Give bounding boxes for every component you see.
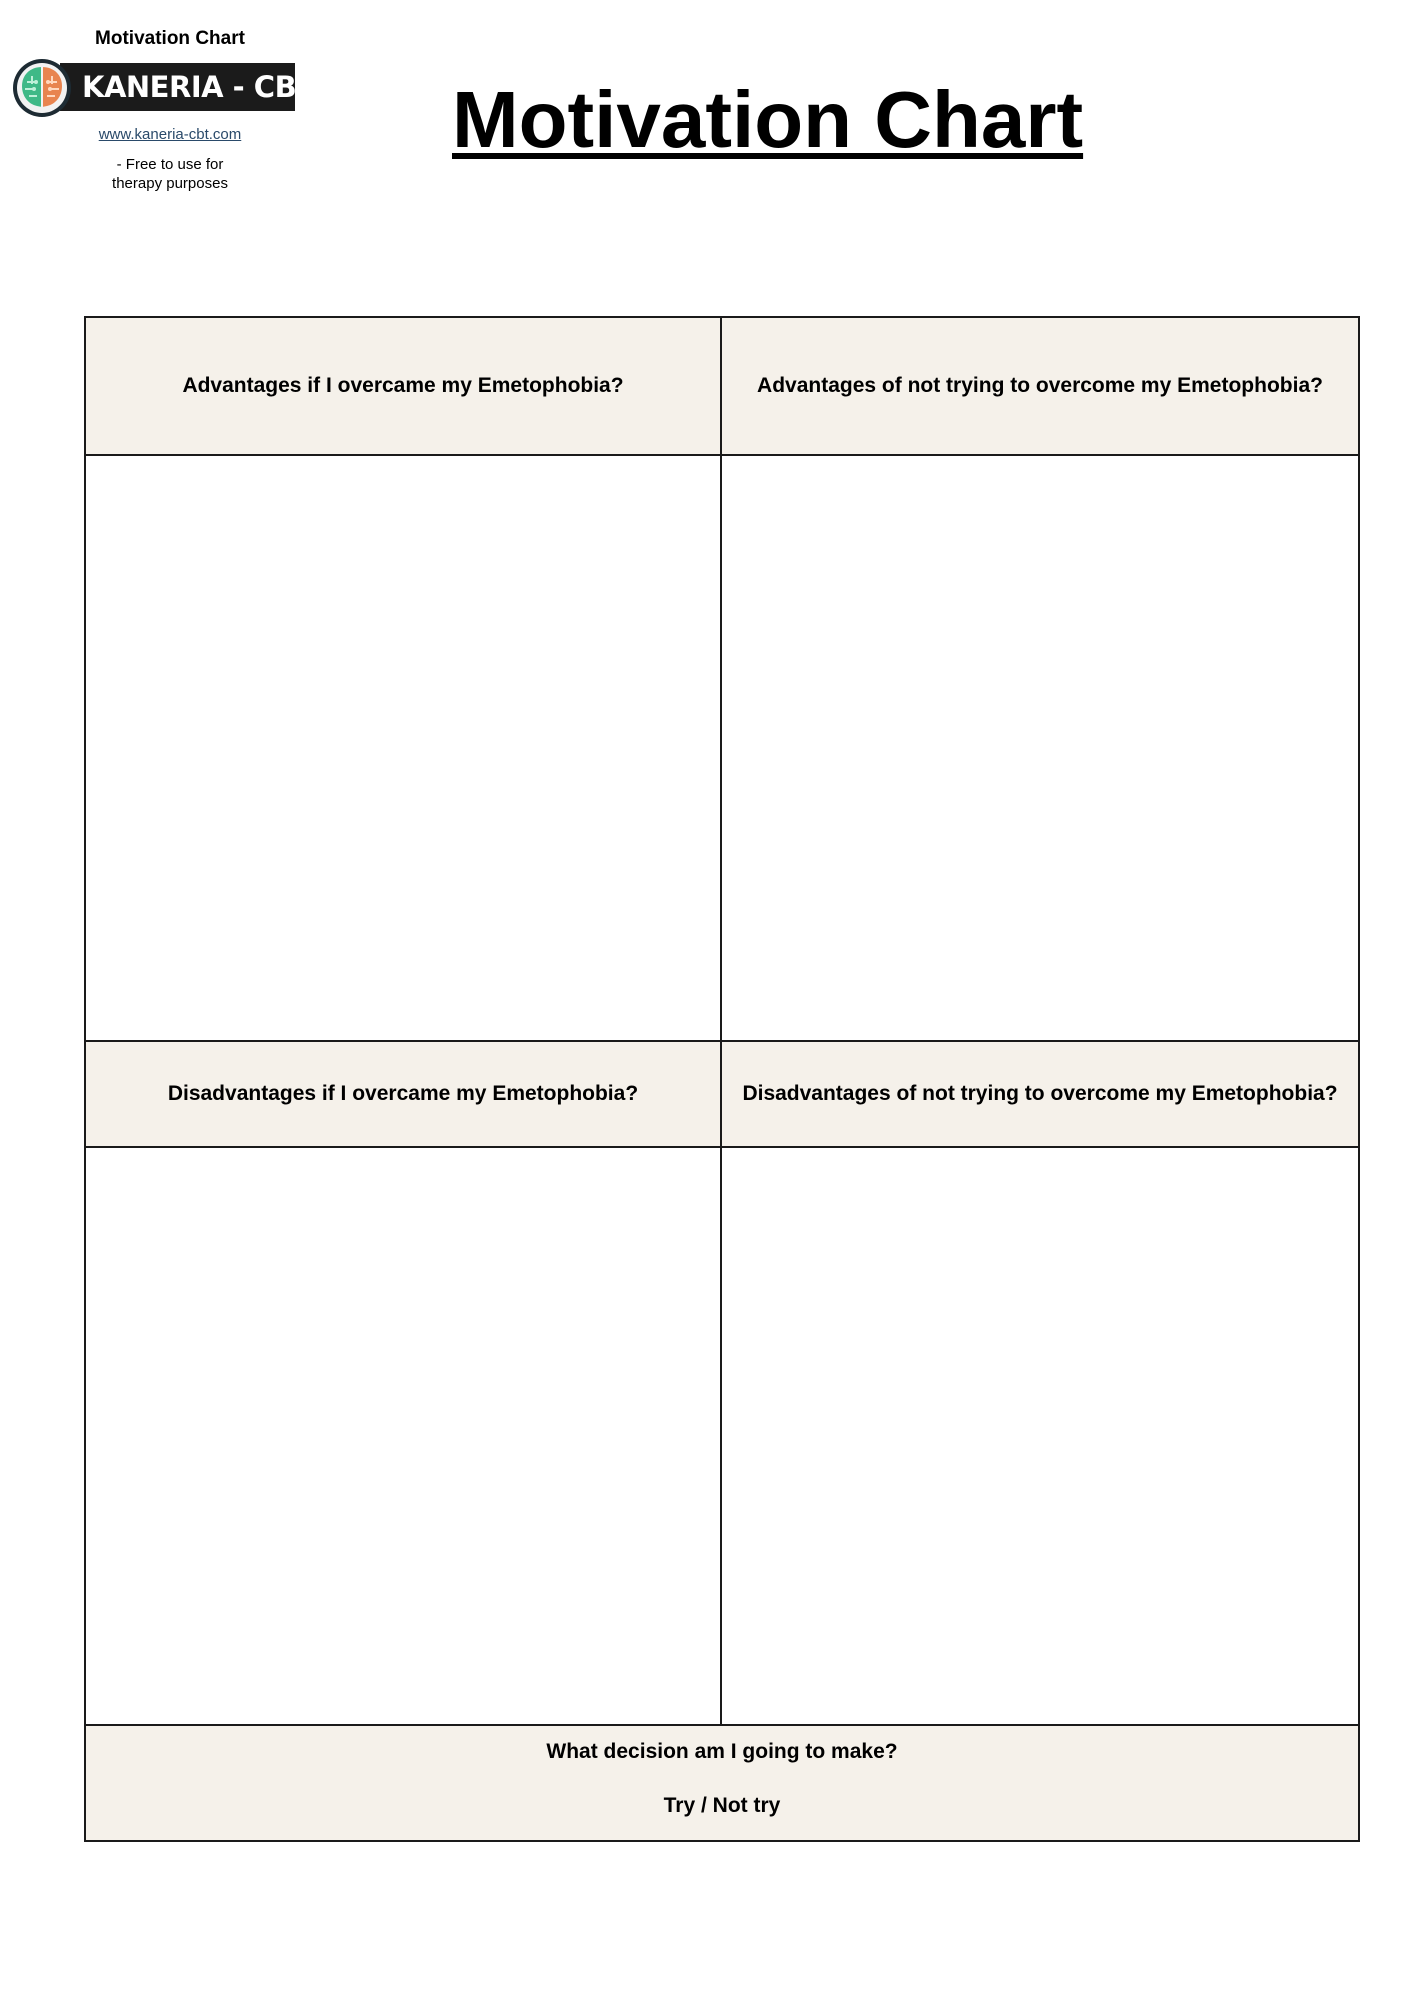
- decision-question: What decision am I going to make?: [546, 1740, 898, 1763]
- logo: [10, 58, 340, 124]
- answer-advantages-not-trying[interactable]: [722, 456, 1358, 1040]
- header-disadvantages-overcome: Disadvantages if I overcame my Emetophobia?: [86, 1042, 720, 1146]
- brand-name: KANERIA - CBT: [82, 70, 316, 104]
- website-link[interactable]: www.kaneria-cbt.com: [98, 126, 242, 143]
- decision-row: [86, 1726, 1358, 1840]
- answer-disadvantages-not-trying[interactable]: [722, 1148, 1358, 1724]
- usage-note: - Free to use for therapy purposes: [112, 156, 228, 192]
- divider-line: [86, 1146, 1358, 1148]
- brand-block: [10, 26, 340, 193]
- answer-advantages-overcome[interactable]: [86, 456, 720, 1040]
- brain-icon: [12, 58, 72, 118]
- header-advantages-overcome: Advantages if I overcame my Emetophobia?: [86, 318, 720, 454]
- motivation-table: [84, 316, 1360, 1842]
- header-disadvantages-not-trying: Disadvantages of not trying to overcome my Emetophobia?: [722, 1042, 1358, 1146]
- divider-line: [86, 454, 1358, 456]
- brand-top-label: Motivation Chart: [95, 28, 245, 49]
- header-advantages-not-trying: Advantages of not trying to overcome my Emetophobia?: [722, 318, 1358, 454]
- divider-line: [86, 1040, 1358, 1042]
- column-divider: [720, 318, 722, 1724]
- page-title: Motivation Chart: [452, 75, 1084, 164]
- decision-options[interactable]: Try / Not try: [663, 1794, 781, 1817]
- answer-disadvantages-overcome[interactable]: [86, 1148, 720, 1724]
